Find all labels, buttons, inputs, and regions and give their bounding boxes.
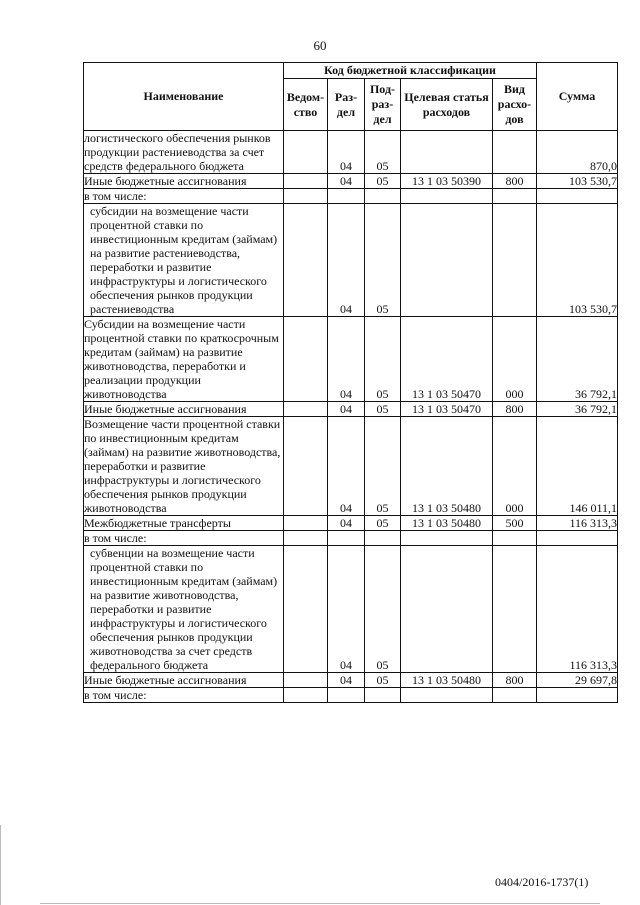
cell-target <box>401 189 493 204</box>
cell-sum: 870,0 <box>537 131 618 174</box>
header-vedomstvo: Ведом-ство <box>284 79 328 131</box>
cell-ved <box>284 131 328 174</box>
header-code-group: Код бюджетной классификации <box>284 63 537 79</box>
cell-razdel: 04 <box>328 204 365 317</box>
cell-name: Субсидии на возмещение части процентной ставки по краткосрочным кредитам (займам) на развитие животноводства, переработки и реализации продукции животноводства <box>84 317 284 402</box>
cell-vid: 000 <box>493 417 537 516</box>
cell-target <box>401 688 493 703</box>
cell-target: 13 1 03 50390 <box>401 174 493 189</box>
cell-vid <box>493 546 537 673</box>
header-razdel: Раз-дел <box>328 79 365 131</box>
cell-name: Иные бюджетные ассигнования <box>84 402 284 417</box>
cell-vid <box>493 131 537 174</box>
cell-razdel <box>328 688 365 703</box>
cell-ved <box>284 417 328 516</box>
cell-name: в том числе: <box>84 189 284 204</box>
cell-sum: 36 792,1 <box>537 317 618 402</box>
header-sum: Сумма <box>537 63 618 131</box>
cell-razdel <box>328 189 365 204</box>
table-row <box>84 174 618 189</box>
table-row <box>84 189 618 204</box>
cell-razdel: 04 <box>328 546 365 673</box>
cell-sum: 103 530,7 <box>537 204 618 317</box>
cell-name: логистического обеспечения рынков продукции растениеводства за счет средств федерального бюджета <box>84 131 284 174</box>
cell-target: 13 1 03 50480 <box>401 673 493 688</box>
header-vid: Вид расхо-дов <box>493 79 537 131</box>
cell-podrazdel <box>365 688 401 703</box>
scan-edge-line <box>40 903 600 904</box>
table-row <box>84 546 618 673</box>
cell-ved <box>284 189 328 204</box>
cell-name: в том числе: <box>84 531 284 546</box>
cell-ved <box>284 688 328 703</box>
page-number: 60 <box>313 38 327 53</box>
cell-razdel: 04 <box>328 516 365 531</box>
cell-vid: 000 <box>493 317 537 402</box>
cell-target <box>401 204 493 317</box>
cell-name: Межбюджетные трансферты <box>84 516 284 531</box>
cell-razdel: 04 <box>328 673 365 688</box>
table-row <box>84 417 618 516</box>
cell-ved <box>284 546 328 673</box>
cell-sum: 116 313,3 <box>537 516 618 531</box>
header-podrazdel: Под-раз-дел <box>365 79 401 131</box>
cell-podrazdel <box>365 531 401 546</box>
cell-target: 13 1 03 50480 <box>401 516 493 531</box>
table-row <box>84 204 618 317</box>
table-row <box>84 317 618 402</box>
header-target: Целевая статья расходов <box>401 79 493 131</box>
cell-podrazdel: 05 <box>365 174 401 189</box>
cell-ved <box>284 317 328 402</box>
cell-vid <box>493 688 537 703</box>
table-row <box>84 531 618 546</box>
cell-ved <box>284 174 328 189</box>
cell-name: субсидии на возмещение части процентной ставки по инвестиционным кредитам (займам) на развитие растениеводства, переработки и развитие инфраструктуры и логистического обеспечения рынков продукции растениеводства <box>84 204 284 317</box>
cell-podrazdel: 05 <box>365 516 401 531</box>
table-row <box>84 516 618 531</box>
cell-sum: 36 792,1 <box>537 402 618 417</box>
cell-vid: 800 <box>493 174 537 189</box>
cell-razdel <box>328 531 365 546</box>
cell-ved <box>284 204 328 317</box>
cell-podrazdel: 05 <box>365 673 401 688</box>
cell-ved <box>284 673 328 688</box>
cell-sum <box>537 688 618 703</box>
table-row <box>84 131 618 174</box>
cell-name: субвенции на возмещение части процентной ставки по инвестиционным кредитам (займам) на развитие животноводства, переработки и развитие инфраструктуры и логистического обеспечения рынков продукции животноводства за счет средств федерального бюджета <box>84 546 284 673</box>
cell-name: в том числе: <box>84 688 284 703</box>
cell-sum: 103 530,7 <box>537 174 618 189</box>
cell-podrazdel: 05 <box>365 131 401 174</box>
cell-vid: 800 <box>493 402 537 417</box>
cell-sum: 29 697,8 <box>537 673 618 688</box>
cell-razdel: 04 <box>328 402 365 417</box>
cell-target <box>401 531 493 546</box>
cell-podrazdel <box>365 189 401 204</box>
cell-podrazdel: 05 <box>365 402 401 417</box>
cell-vid: 800 <box>493 673 537 688</box>
cell-razdel: 04 <box>328 417 365 516</box>
cell-target: 13 1 03 50470 <box>401 317 493 402</box>
cell-razdel: 04 <box>328 317 365 402</box>
cell-sum <box>537 189 618 204</box>
cell-sum: 146 011,1 <box>537 417 618 516</box>
cell-name: Иные бюджетные ассигнования <box>84 174 284 189</box>
table-row <box>84 688 618 703</box>
cell-ved <box>284 402 328 417</box>
cell-vid: 500 <box>493 516 537 531</box>
cell-podrazdel: 05 <box>365 417 401 516</box>
cell-vid <box>493 189 537 204</box>
cell-podrazdel: 05 <box>365 317 401 402</box>
table-row <box>84 402 618 417</box>
cell-podrazdel: 05 <box>365 204 401 317</box>
cell-name: Иные бюджетные ассигнования <box>84 673 284 688</box>
budget-table <box>83 62 618 703</box>
cell-target: 13 1 03 50480 <box>401 417 493 516</box>
cell-razdel: 04 <box>328 131 365 174</box>
cell-razdel: 04 <box>328 174 365 189</box>
cell-sum: 116 313,3 <box>537 546 618 673</box>
cell-target <box>401 131 493 174</box>
cell-target: 13 1 03 50470 <box>401 402 493 417</box>
cell-name: Возмещение части процентной ставки по инвестиционным кредитам (займам) на развитие животноводства, переработки и развитие инфраструктуры и логистического обеспечения рынков продукции животноводства <box>84 417 284 516</box>
cell-sum <box>537 531 618 546</box>
cell-target <box>401 546 493 673</box>
table-row <box>84 673 618 688</box>
scan-edge-line <box>0 825 1 905</box>
cell-podrazdel: 05 <box>365 546 401 673</box>
cell-vid <box>493 531 537 546</box>
document-code: 0404/2016-1737(1) <box>495 875 589 889</box>
header-name: Наименование <box>84 63 284 131</box>
cell-ved <box>284 516 328 531</box>
cell-vid <box>493 204 537 317</box>
cell-ved <box>284 531 328 546</box>
